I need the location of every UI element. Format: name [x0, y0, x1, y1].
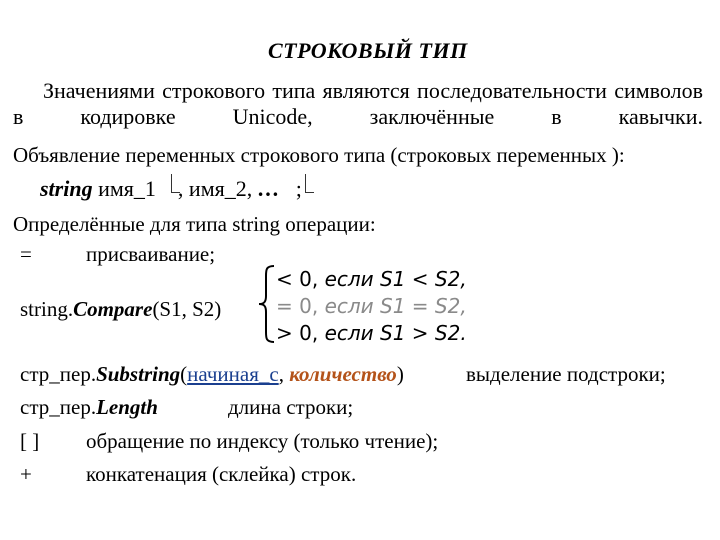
index-desc: обращение по индексу (только чтение);	[86, 429, 439, 453]
paren-close: )	[396, 362, 404, 386]
compare-args: (S1, S2)	[152, 297, 222, 321]
compare-prefix: string.	[20, 297, 74, 321]
case-expr: S1 = S2,	[380, 294, 467, 318]
concat-desc: конкатенация (склейка) строк.	[86, 462, 357, 486]
assign-desc: присваивание;	[86, 242, 216, 266]
length-method: Length	[96, 395, 158, 419]
bracket-mark-2	[305, 174, 314, 193]
string-keyword: string	[40, 176, 93, 201]
intro-paragraph: Значениями строкового типа являются последовательности символов в кодировке Unicode, заключённые в кавычки.	[13, 78, 703, 129]
case-result: > 0,	[276, 321, 319, 345]
case-result: < 0,	[276, 267, 319, 291]
case-expr: S1 < S2,	[380, 267, 467, 291]
compare-call	[20, 296, 221, 322]
length-prefix: стр_пер.	[20, 395, 97, 419]
compare-case-eq	[276, 293, 467, 319]
declaration-header: Объявление переменных строкового типа (строковых переменных ):	[13, 143, 625, 167]
separator: ,	[177, 176, 184, 201]
substring-desc: выделение подстроки;	[466, 362, 666, 386]
page-title: СТРОКОВЫЙ ТИП	[268, 38, 468, 63]
substring-call	[20, 361, 404, 387]
case-result: = 0,	[276, 294, 319, 318]
case-cond: если	[324, 294, 374, 318]
compare-method: Compare	[73, 297, 153, 321]
length-call	[20, 394, 158, 420]
substring-arg-count: количество	[289, 362, 397, 386]
cases-brace	[256, 264, 278, 344]
operations-header: Определённые для типа string операции:	[13, 212, 376, 236]
substring-sep: ,	[278, 362, 284, 386]
compare-case-lt	[276, 266, 467, 292]
substring-prefix: стр_пер.	[20, 362, 97, 386]
case-cond: если	[324, 321, 374, 345]
substring-arg-start: начиная_с	[187, 362, 279, 386]
ellipsis: …	[257, 176, 280, 201]
paren-open: (	[180, 362, 188, 386]
case-expr: S1 > S2.	[380, 321, 467, 345]
length-desc: длина строки;	[228, 395, 354, 419]
name2: имя_2,	[188, 176, 253, 201]
concat-symbol: +	[20, 462, 32, 486]
compare-case-gt	[276, 320, 467, 346]
bracket-mark-1	[171, 174, 180, 193]
case-cond: если	[324, 267, 374, 291]
assign-symbol: =	[20, 242, 32, 266]
name1: имя_1	[98, 176, 156, 201]
index-symbol: [ ]	[20, 429, 40, 453]
semicolon: ;	[295, 176, 302, 201]
substring-method: Substring	[96, 362, 181, 386]
